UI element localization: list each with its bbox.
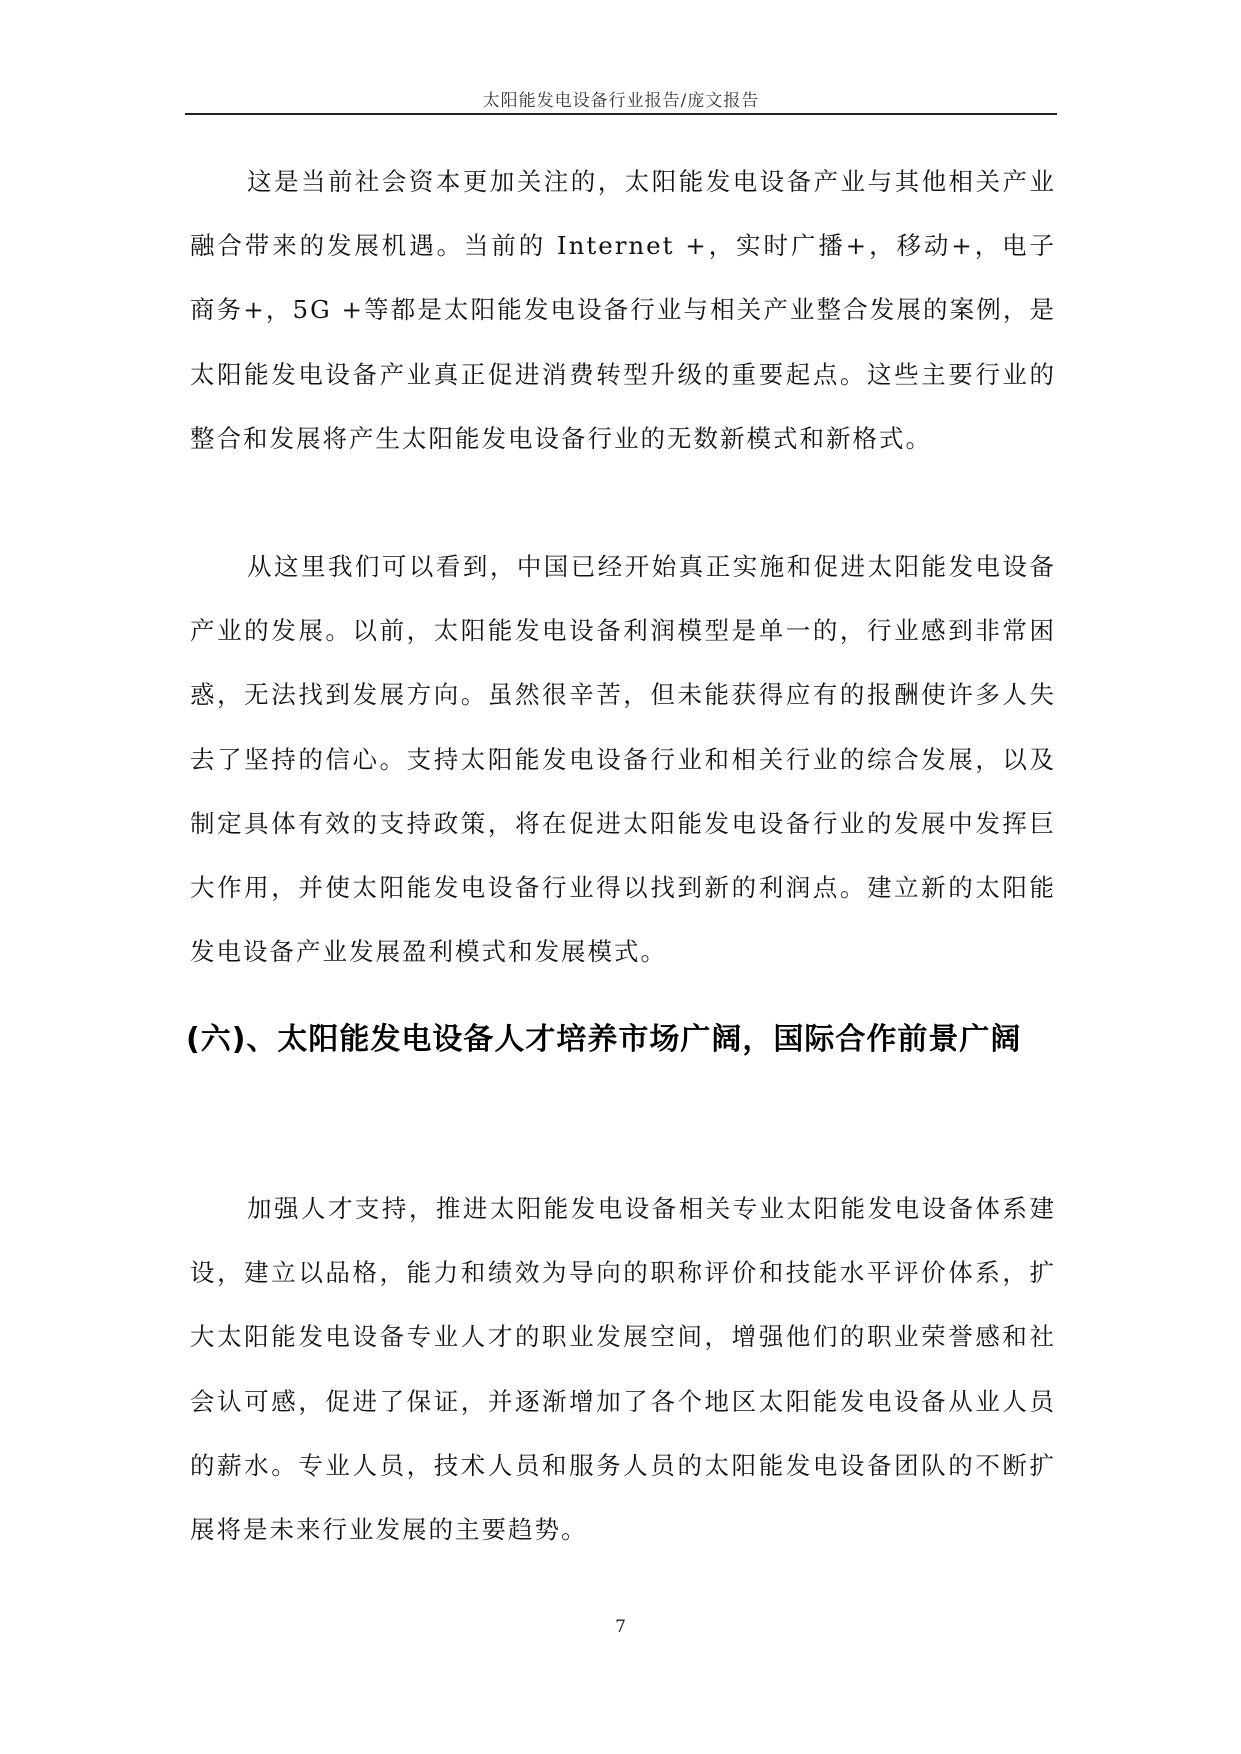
header-divider xyxy=(185,113,1057,115)
page-number: 7 xyxy=(615,1617,626,1637)
section-heading: (六)、太阳能发电设备人才培养市场广阔，国际合作前景广阔 xyxy=(186,1022,1022,1057)
running-header: 太阳能发电设备行业报告/庞文报告 xyxy=(482,91,760,111)
body-paragraph: 从这里我们可以看到，中国已经开始真正实施和促进太阳能发电设备产业的发展。以前，太阳能发电设备利润模型是单一的，行业感到非常困惑，无法找到发展方向。虽然很辛苦，但未能获得应有的报酬使许多人失去了坚持的信心。支持太阳能发电设备行业和相关行业的综合发展，以及制定具体有效的支持政策，将在促进太阳能发电设备行业的发展中发挥巨大作用，并使太阳能发电设备行业得以找到新的利润点。建立新的太阳能发电设备产业发展盈利模式和发展模式。 xyxy=(190,552,1056,967)
body-paragraph: 这是当前社会资本更加关注的，太阳能发电设备产业与其他相关产业融合带来的发展机遇。当前的 Internet +，实时广播+，移动+，电子商务+，5G +等都是太阳能发电设备行业与相关产业整合发展的案例，是太阳能发电设备产业真正促进消费转型升级的重要起点。这些主要行业的整合和发展将产生太阳能发电设备行业的无数新模式和新格式。 xyxy=(190,167,1056,453)
section-paragraph: 加强人才支持，推进太阳能发电设备相关专业太阳能发电设备体系建设，建立以品格，能力和绩效为导向的职称评价和技能水平评价体系，扩大太阳能发电设备专业人才的职业发展空间，增强他们的职业荣誉感和社会认可感，促进了保证，并逐渐增加了各个地区太阳能发电设备从业人员的薪水。专业人员，技术人员和服务人员的太阳能发电设备团队的不断扩展将是未来行业发展的主要趋势。 xyxy=(190,1194,1056,1545)
